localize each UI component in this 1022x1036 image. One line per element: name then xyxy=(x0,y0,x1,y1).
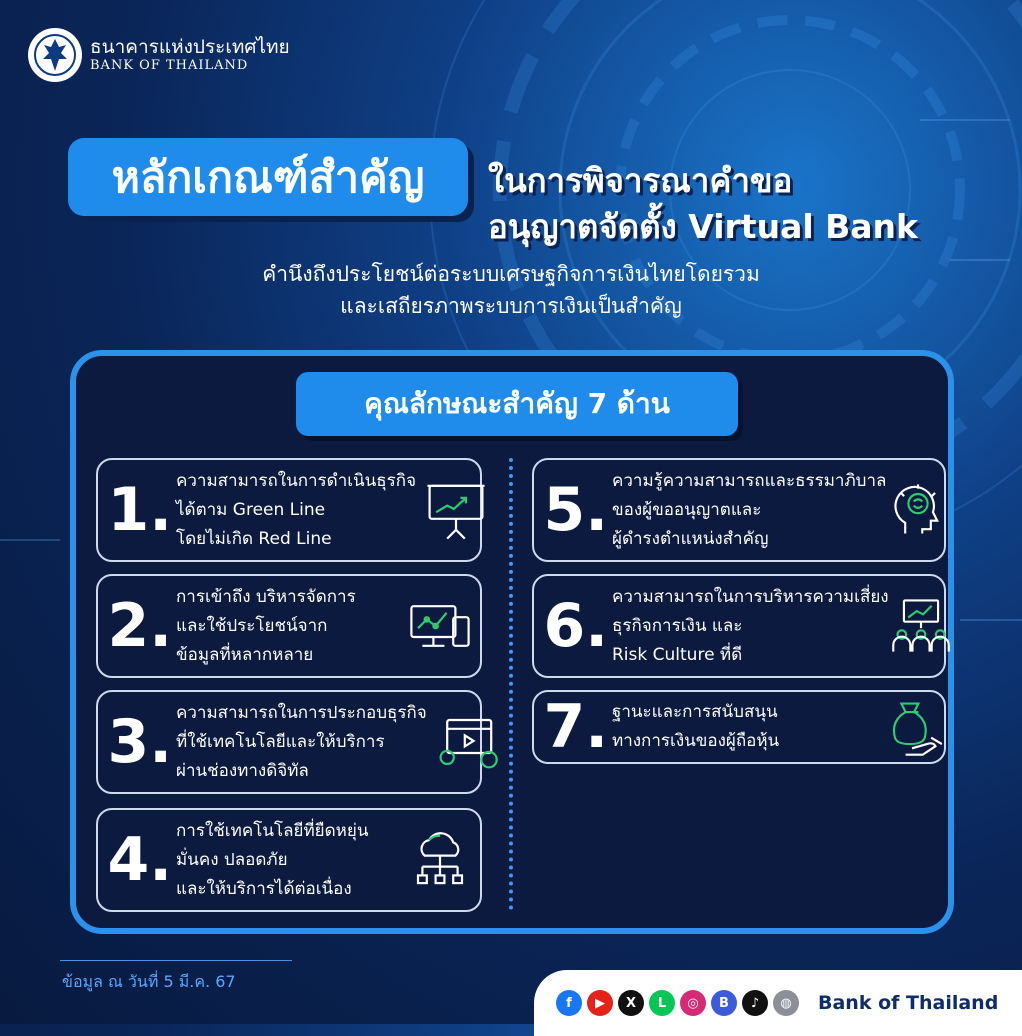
criterion-card-4 xyxy=(96,808,482,912)
team-presentation-icon xyxy=(889,593,953,659)
criterion-card-3 xyxy=(96,690,482,794)
criterion-line: และให้บริการได้ต่อเนื่อง xyxy=(176,878,352,899)
devices-data-icon xyxy=(400,593,480,659)
criterion-line: ที่ใช้เทคโนโลยีและให้บริการ xyxy=(176,731,385,752)
facebook-icon[interactable]: f xyxy=(556,990,582,1016)
criterion-text xyxy=(612,583,889,670)
blockdit-icon[interactable]: B xyxy=(711,990,737,1016)
criterion-card-2 xyxy=(96,574,482,678)
headline-highlight: หลักเกณฑ์สำคัญ xyxy=(68,138,468,216)
cloud-network-icon xyxy=(400,827,480,893)
subheadline-line-2: และเสถียรภาพระบบการเงินเป็นสำคัญ xyxy=(340,294,682,318)
social-bar xyxy=(534,970,1022,1036)
subheadline-line-1: คำนึงถึงประโยชน์ต่อระบบเศรษฐกิจการเงินไทยโดยรวม xyxy=(262,262,760,286)
garuda-emblem-icon xyxy=(28,28,82,82)
globe-icon[interactable]: ◍ xyxy=(773,990,799,1016)
headline-text xyxy=(488,158,918,250)
criterion-number: 4. xyxy=(107,825,172,895)
presentation-chart-icon xyxy=(416,477,496,543)
criterion-line: ธุรกิจการเงิน และ xyxy=(612,615,743,636)
criterion-line: ทางการเงินของผู้ถือหุ้น xyxy=(612,731,780,751)
criterion-number: 3. xyxy=(107,707,172,777)
bank-logo xyxy=(28,28,290,82)
criterion-card-6 xyxy=(532,574,946,678)
criterion-line: ความสามารถในการดำเนินธุรกิจ xyxy=(176,470,417,491)
x-icon[interactable]: X xyxy=(618,990,644,1016)
criterion-text xyxy=(176,699,427,786)
criterion-text xyxy=(176,467,416,554)
criterion-text xyxy=(176,583,400,670)
logo-thai-name: ธนาคารแห่งประเทศไทย xyxy=(90,36,290,59)
instagram-icon[interactable]: ◎ xyxy=(680,990,706,1016)
criterion-line: มั่นคง ปลอดภัย xyxy=(176,849,288,870)
criterion-line: ความสามารถในการประกอบธุรกิจ xyxy=(176,702,427,723)
criterion-line: โดยไม่เกิด Red Line xyxy=(176,528,332,549)
headline-line-1: ในการพิจารณาคำขอ xyxy=(488,161,793,200)
criterion-line: ข้อมูลที่หลากหลาย xyxy=(176,644,314,665)
line-icon[interactable]: L xyxy=(649,990,675,1016)
criterion-number: 6. xyxy=(543,591,608,661)
criterion-number: 2. xyxy=(107,591,172,661)
criterion-card-5 xyxy=(532,458,946,562)
money-bag-hand-icon xyxy=(880,694,944,760)
criterion-line: ความสามารถในการบริหารความเสี่ยง xyxy=(612,586,889,607)
digital-gears-icon xyxy=(427,709,507,775)
criterion-line: Risk Culture ที่ดี xyxy=(612,644,743,665)
logo-english-name: BANK OF THAILAND xyxy=(90,57,249,73)
criterion-line: ความรู้ความสามารถและธรรมาภิบาล xyxy=(612,470,887,491)
criterion-card-7 xyxy=(532,690,946,764)
youtube-icon[interactable]: ▶ xyxy=(587,990,613,1016)
criterion-line: ผ่านช่องทางดิจิทัล xyxy=(176,760,309,781)
criterion-line: การเข้าถึง บริหารจัดการ xyxy=(176,586,356,607)
data-date-footnote: ข้อมูล ณ วันที่ 5 มี.ค. 67 xyxy=(62,972,236,991)
criterion-line: ฐานะและการสนับสนุน xyxy=(612,702,778,722)
brand-name: Bank of Thailand xyxy=(818,992,999,1014)
criterion-text xyxy=(612,698,880,756)
tiktok-icon[interactable]: ♪ xyxy=(742,990,768,1016)
criterion-text xyxy=(176,817,400,904)
footnote-rule xyxy=(60,960,292,961)
criterion-number: 5. xyxy=(543,475,608,545)
column-divider xyxy=(509,458,513,910)
headline-line-2: อนุญาตจัดตั้ง Virtual Bank xyxy=(488,207,918,246)
criterion-number: 7. xyxy=(543,692,608,762)
subheadline xyxy=(0,258,1022,322)
criterion-line: ผู้ดำรงตำแหน่งสำคัญ xyxy=(612,528,769,549)
criterion-line: การใช้เทคโนโลยีที่ยืดหยุ่น xyxy=(176,820,369,841)
criterion-card-1 xyxy=(96,458,482,562)
criterion-line: และใช้ประโยชน์จาก xyxy=(176,615,328,636)
criterion-line: ของผู้ขออนุญาตและ xyxy=(612,499,762,520)
criterion-text xyxy=(612,467,886,554)
criterion-number: 1. xyxy=(107,475,172,545)
criterion-line: ได้ตาม Green Line xyxy=(176,499,326,520)
head-brain-icon xyxy=(886,477,950,543)
panel-title: คุณลักษณะสำคัญ 7 ด้าน xyxy=(296,372,738,436)
